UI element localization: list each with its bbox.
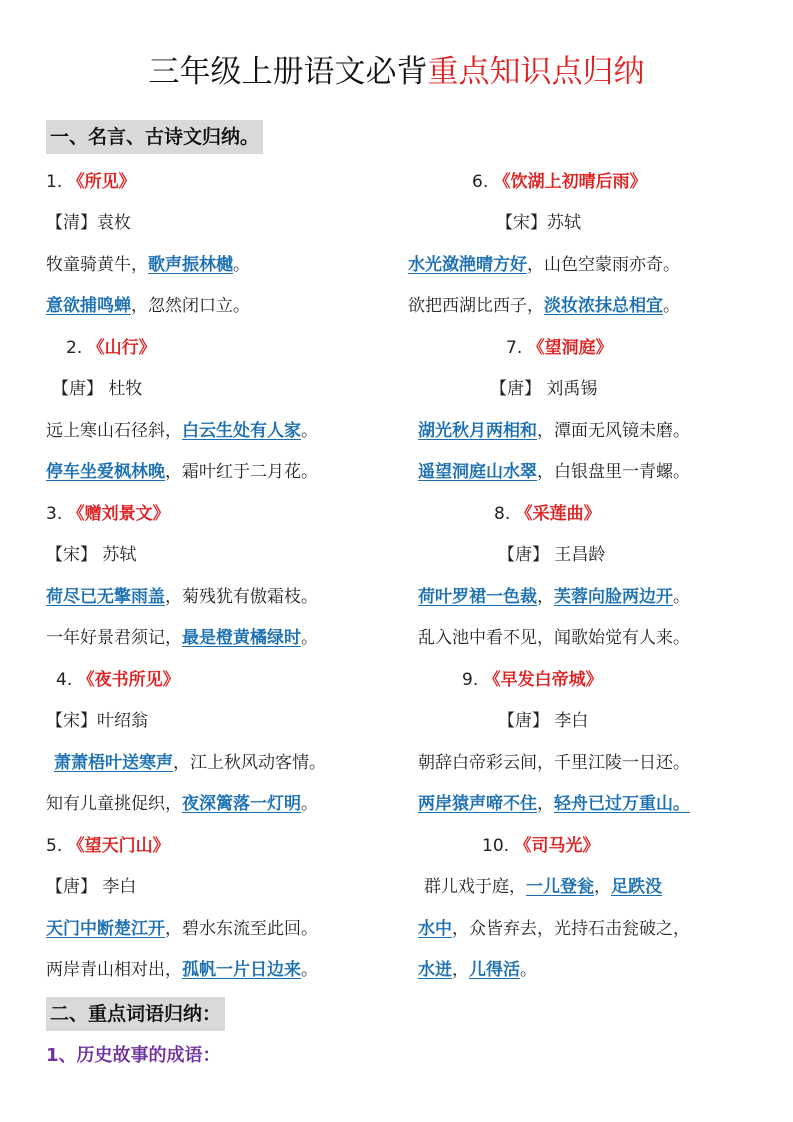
poem-line-8-2: 乱入池中看不见，闻歌始觉有人来。 bbox=[418, 628, 690, 648]
page-title-black: 三年级上册语文必背 bbox=[148, 54, 428, 90]
page-title bbox=[0, 52, 793, 92]
poem-line-10-2: 水中，众皆弃去，光持石击瓮破之， bbox=[418, 919, 690, 939]
section-heading-2: 二、重点词语归纳： bbox=[46, 997, 225, 1031]
poem-line-10-1: 群儿戏于庭，一儿登瓮，足跌没 bbox=[424, 877, 662, 897]
poem-line-6-2: 欲把西湖比西子，淡妆浓抹总相宜。 bbox=[408, 296, 680, 316]
poem-line-6-1: 水光潋滟晴方好，山色空蒙雨亦奇。 bbox=[408, 255, 680, 275]
poem-author-6: 【宋】苏轼 bbox=[496, 213, 581, 233]
poem-line-2-2: 停车坐爱枫林晚，霜叶红于二月花。 bbox=[46, 462, 318, 482]
poem-line-1-2: 意欲捕鸣蝉，忽然闭口立。 bbox=[46, 296, 250, 316]
poem-title-9: 9. 《早发白帝城》 bbox=[462, 670, 603, 690]
page-title-red: 重点知识点归纳 bbox=[427, 54, 645, 90]
poem-author-1: 【清】袁枚 bbox=[46, 213, 131, 233]
poem-author-5: 【唐】 李白 bbox=[46, 877, 137, 897]
poem-title-1: 1. 《所见》 bbox=[46, 172, 136, 192]
poem-title-7: 7. 《望洞庭》 bbox=[506, 338, 613, 358]
poem-line-5-2: 两岸青山相对出，孤帆一片日边来。 bbox=[46, 960, 318, 980]
poem-title-6: 6. 《饮湖上初晴后雨》 bbox=[472, 172, 647, 192]
poem-title-10: 10. 《司马光》 bbox=[482, 836, 600, 856]
poem-line-8-1: 荷叶罗裙一色裁，芙蓉向脸两边开。 bbox=[418, 587, 690, 607]
poem-author-9: 【唐】 李白 bbox=[498, 711, 589, 731]
poem-line-2-1: 远上寒山石径斜，白云生处有人家。 bbox=[46, 421, 318, 441]
poem-author-8: 【唐】 王昌龄 bbox=[498, 545, 606, 565]
poem-title-3: 3. 《赠刘景文》 bbox=[46, 504, 170, 524]
poem-line-7-1: 湖光秋月两相和，潭面无风镜未磨。 bbox=[418, 421, 690, 441]
section-heading-1: 一、名言、古诗文归纳。 bbox=[46, 120, 263, 154]
poem-line-10-3: 水迸，儿得活。 bbox=[418, 960, 537, 980]
poem-line-5-1: 天门中断楚江开，碧水东流至此回。 bbox=[46, 919, 318, 939]
poem-line-3-1: 荷尽已无擎雨盖，菊残犹有傲霜枝。 bbox=[46, 587, 318, 607]
poem-line-1-1: 牧童骑黄牛，歌声振林樾。 bbox=[46, 255, 250, 275]
poem-author-7: 【唐】 刘禹锡 bbox=[490, 379, 598, 399]
poem-author-3: 【宋】 苏轼 bbox=[46, 545, 137, 565]
poem-line-9-2: 两岸猿声啼不住，轻舟已过万重山。 bbox=[418, 794, 690, 814]
poem-line-9-1: 朝辞白帝彩云间，千里江陵一日还。 bbox=[418, 753, 690, 773]
poem-line-4-2: 知有儿童挑促织，夜深篱落一灯明。 bbox=[46, 794, 318, 814]
poem-title-8: 8. 《采莲曲》 bbox=[494, 504, 601, 524]
poem-title-5: 5. 《望天门山》 bbox=[46, 836, 170, 856]
poem-line-3-2: 一年好景君须记，最是橙黄橘绿时。 bbox=[46, 628, 318, 648]
poem-line-4-1: 萧萧梧叶送寒声，江上秋风动客情。 bbox=[54, 753, 326, 773]
poem-title-2: 2. 《山行》 bbox=[66, 338, 156, 358]
poem-line-7-2: 遥望洞庭山水翠，白银盘里一青螺。 bbox=[418, 462, 690, 482]
poem-title-4: 4. 《夜书所见》 bbox=[56, 670, 180, 690]
poem-author-4: 【宋】叶绍翁 bbox=[46, 711, 148, 731]
subsection-heading-idioms: 1、历史故事的成语： bbox=[46, 1045, 221, 1066]
poem-author-2: 【唐】 杜牧 bbox=[52, 379, 143, 399]
